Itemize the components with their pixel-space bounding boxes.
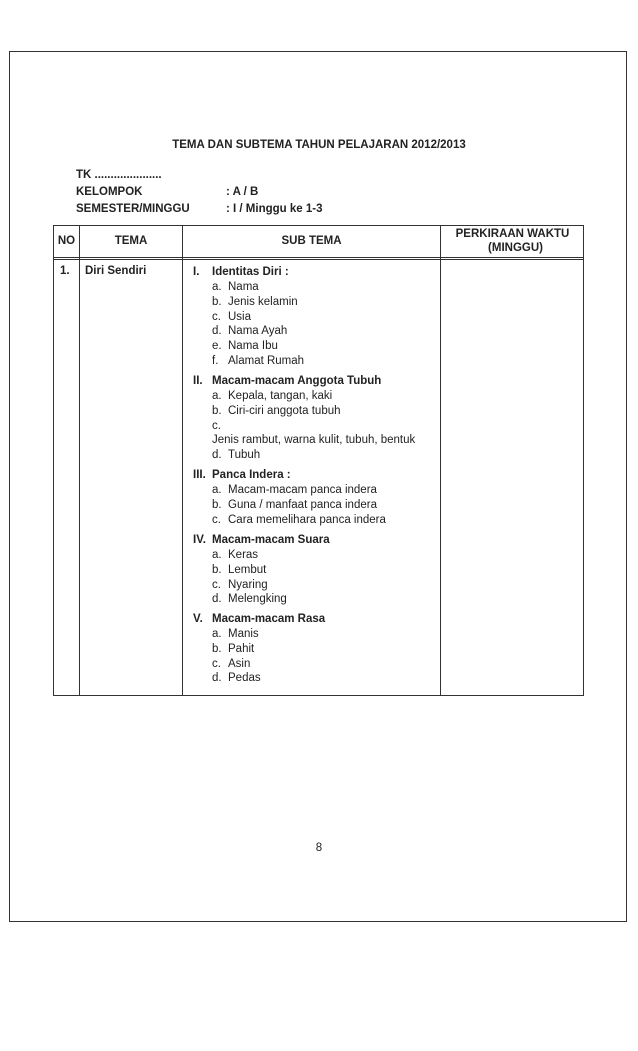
document-title: TEMA DAN SUBTEMA TAHUN PELAJARAN 2012/2013 [172, 139, 466, 151]
meta-key: TK ..................... [76, 169, 162, 181]
section-heading: V. Macam-macam Rasa [193, 613, 326, 625]
list-item: c.Jenis rambut, warna kulit, tubuh, bentuk [212, 419, 416, 447]
list-item: c. Asin [212, 657, 251, 670]
subtheme-section-2 [193, 374, 439, 463]
list-item: a. Kepala, tangan, kaki [212, 390, 333, 402]
row-tema: Diri Sendiri [85, 265, 147, 277]
list-item: b. Guna / manfaat panca indera [212, 498, 377, 511]
list-item: f. Alamat Rumah [212, 354, 305, 367]
header-tema: TEMA [114, 235, 148, 247]
section-heading: IV. Macam-macam Suara [193, 534, 330, 546]
subtheme-section-4 [193, 533, 439, 607]
meta-row-kelompok [76, 186, 476, 202]
meta-key: SEMESTER/MINGGU [76, 203, 190, 215]
list-item: c. Nyaring [212, 578, 268, 591]
list-item: d. Nama Ayah [212, 325, 288, 338]
list-item: b. Ciri-ciri anggota tubuh [212, 404, 341, 417]
header-waktu-line2: (MINGGU) [488, 242, 543, 254]
column-divider [182, 226, 183, 695]
list-item: c. Cara memelihara panca indera [212, 513, 386, 526]
meta-value: : A / B [226, 186, 259, 198]
meta-key: KELOMPOK [76, 186, 143, 198]
list-item: b. Pahit [212, 642, 255, 655]
list-item: b. Lembut [212, 563, 267, 576]
meta-row-semester [76, 203, 476, 219]
header-sub-tema: SUB TEMA [281, 235, 342, 247]
list-item: d. Tubuh [212, 449, 261, 462]
column-divider [440, 226, 441, 695]
list-item: a. Keras [212, 549, 259, 561]
section-heading: III. Panca Indera : [193, 469, 291, 481]
section-heading: I. Identitas Diri : [193, 266, 289, 278]
meta-row-tk [76, 169, 476, 185]
header-divider [54, 259, 583, 260]
subtheme-section-5 [193, 612, 439, 686]
header-divider [54, 257, 583, 258]
header-no: NO [57, 235, 76, 247]
meta-value: : I / Minggu ke 1-3 [226, 203, 323, 215]
section-heading: II. Macam-macam Anggota Tubuh [193, 375, 382, 387]
list-item: d. Pedas [212, 672, 261, 685]
list-item: a. Nama [212, 281, 259, 293]
list-item: d. Melengking [212, 593, 287, 606]
list-item: a. Macam-macam panca indera [212, 484, 377, 496]
subtheme-section-3 [193, 468, 439, 527]
theme-table [53, 225, 584, 696]
column-divider [79, 226, 80, 695]
subtheme-section-1 [193, 265, 439, 369]
page-number: 8 [315, 842, 323, 854]
header-perkiraan-waktu [441, 227, 584, 255]
list-item: a. Manis [212, 628, 259, 640]
list-item: b. Jenis kelamin [212, 295, 298, 308]
list-item: c. Usia [212, 310, 252, 323]
list-item: e. Nama Ibu [212, 340, 278, 353]
row-no: 1. [60, 265, 70, 277]
header-waktu-line1: PERKIRAAN WAKTU [455, 228, 570, 240]
